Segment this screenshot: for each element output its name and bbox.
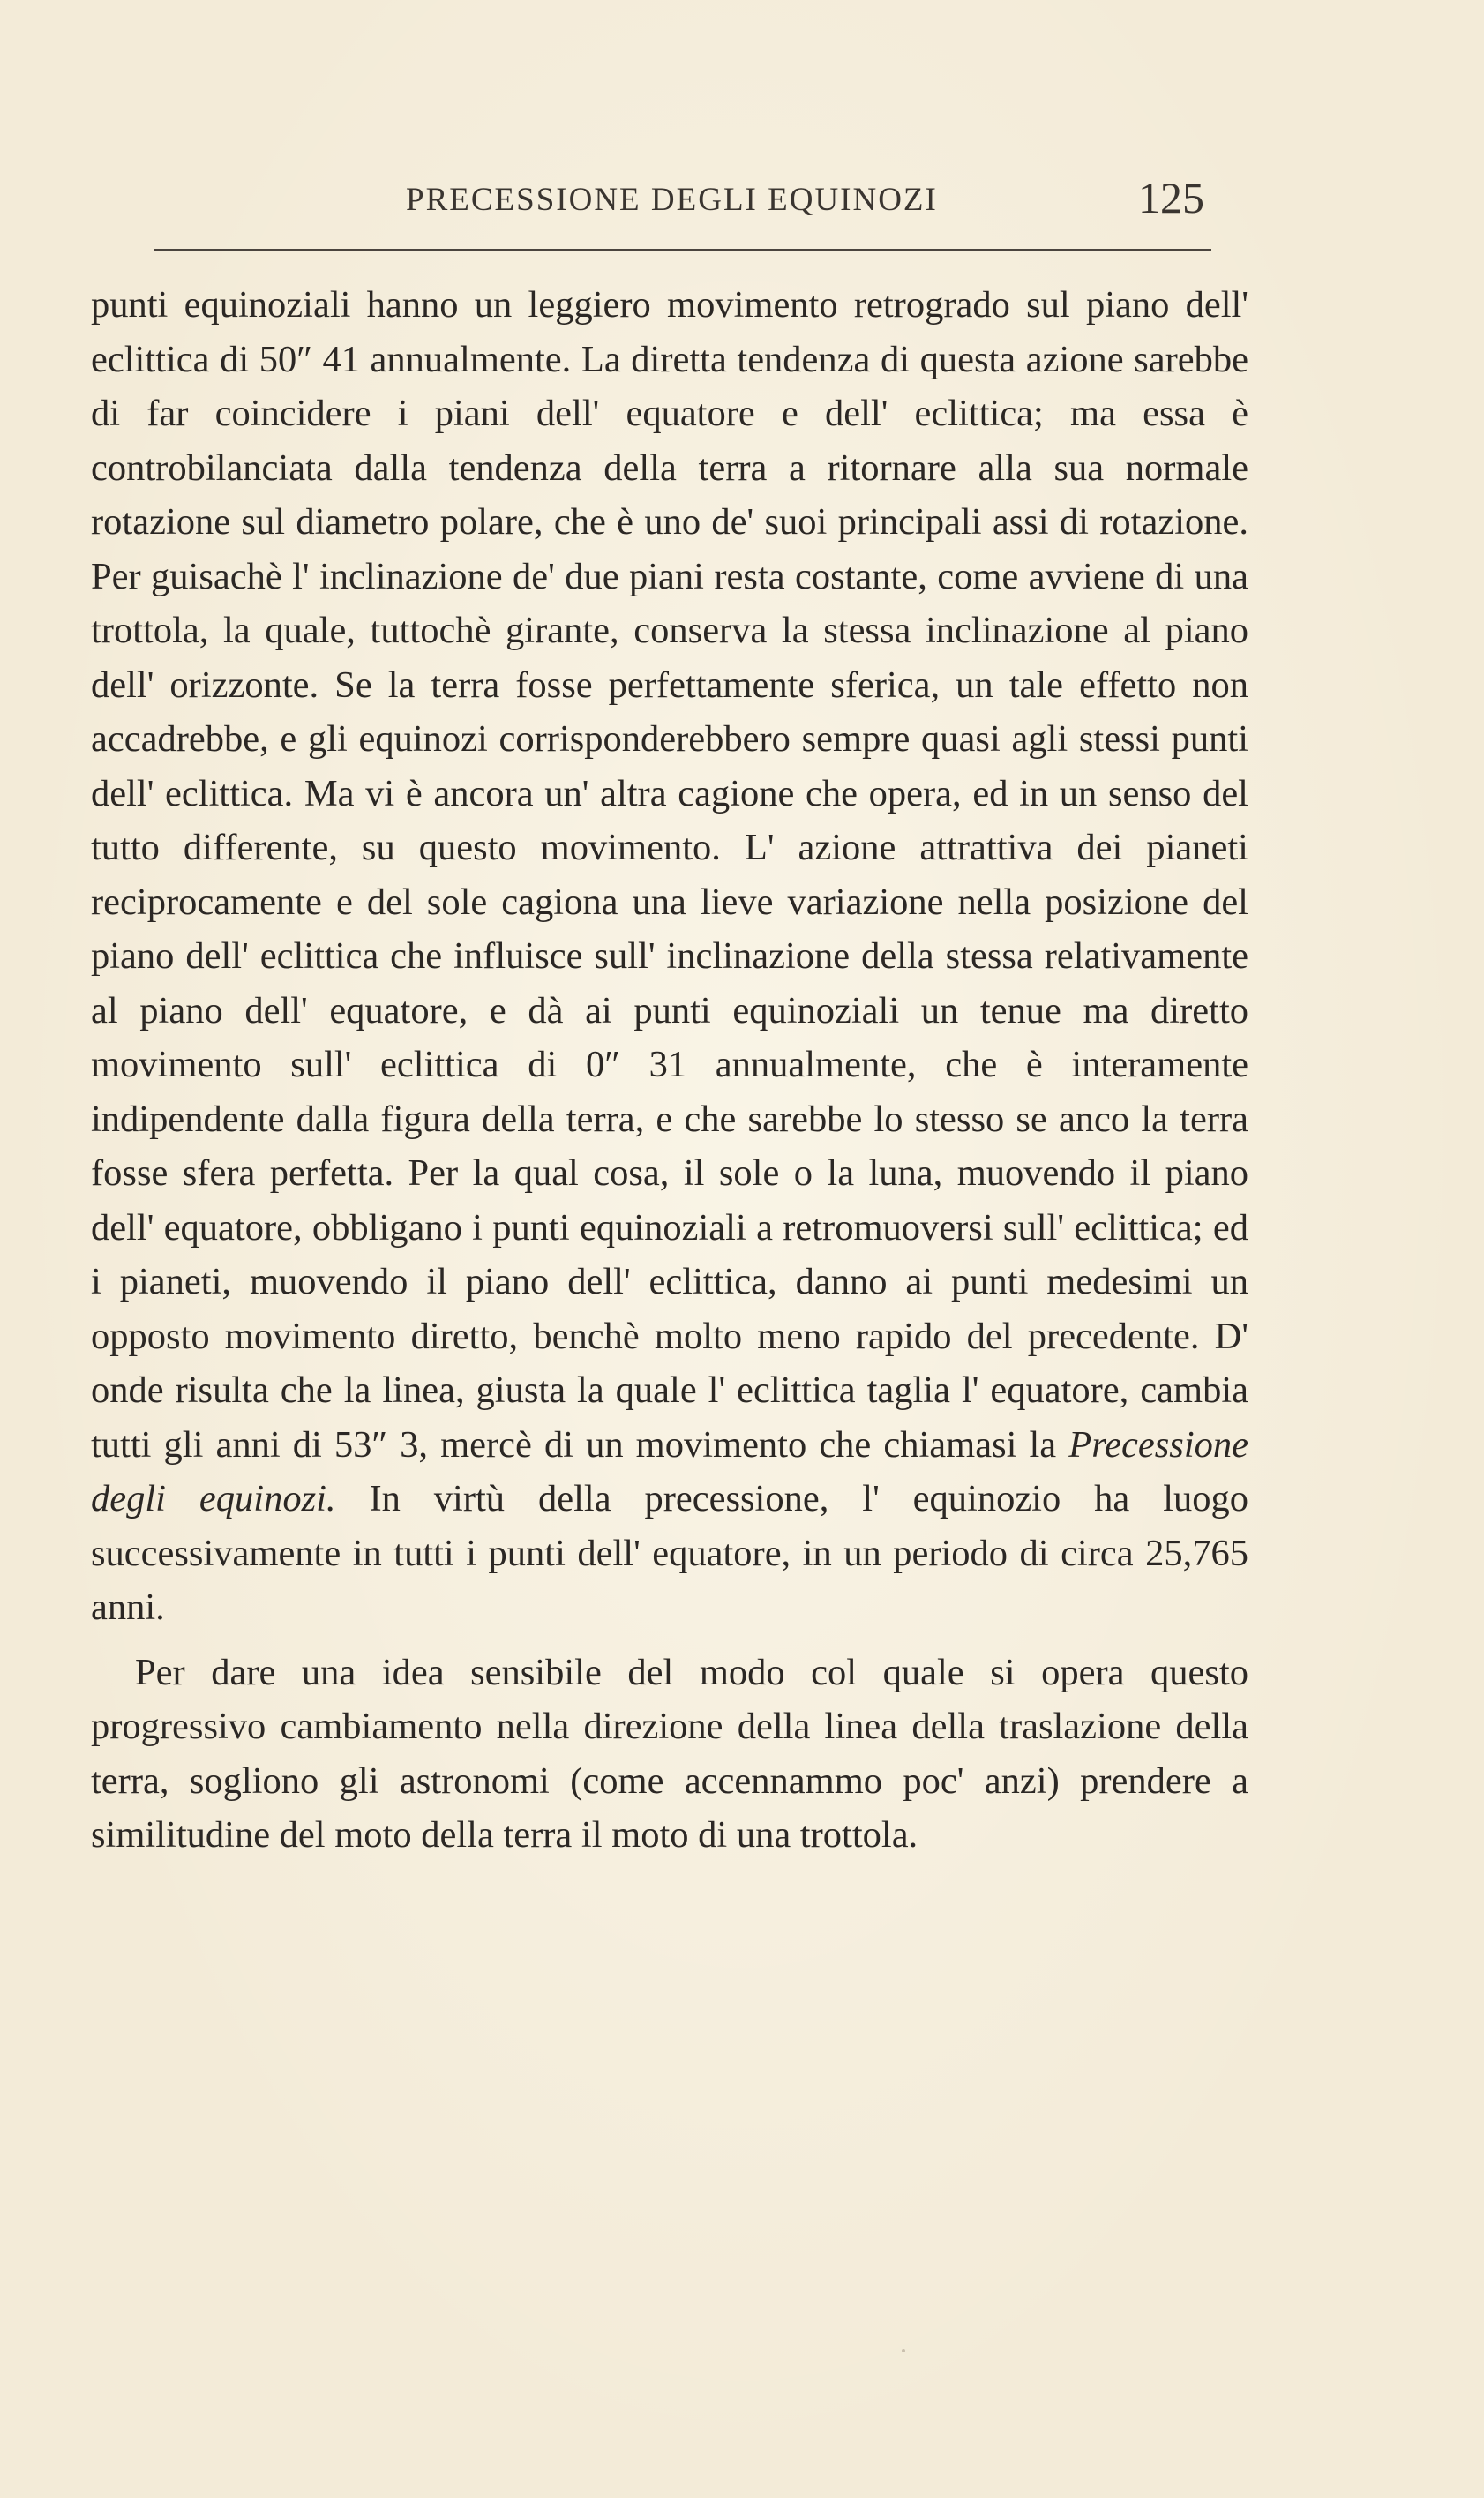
paragraph-2: Per dare una idea sensibile del modo col quale si opera questo progressivo cambiamento nella direzione della linea della traslazione della terra, sogliono gli astronomi (come accennammo poc' anzi) prendere a similitudine del moto della terra il moto di una trottola. (91, 1651, 1248, 1856)
page-number: 125 (1138, 173, 1204, 222)
paper-speck (902, 2349, 905, 2352)
body-text (91, 278, 1248, 1863)
paragraph-1 (91, 278, 1248, 1635)
header-rule (154, 249, 1211, 251)
paragraph-1-italic-term: Precessione degli equinozi. (91, 1423, 1249, 1519)
paragraph-1-text-a: punti equinoziali hanno un leggiero movimento retrogrado sul piano dell' eclittica di 50″ 41 annualmente. La diretta tendenza di questa azione sarebbe di far coincidere i piani dell' equatore e dell' eclittica; ma essa è controbilanciata dalla tendenza della terra a ritornare alla sua normale rotazione sul diametro polare, che è uno de' suoi principali assi di rotazione. Per guisachè l' inclinazione de' due piani resta costante, come avviene di una trottola, la quale, tuttochè girante, conserva la stessa inclinazione al piano dell' orizzonte. Se la terra fosse perfettamente sferica, un tale effetto non accadrebbe, e gli equinozi corrisponderebbero sempre quasi agli stessi punti dell' eclittica. Ma vi è ancora un' altra cagione che opera, ed in un senso del tutto differente, su questo movimento. L' azione attrattiva dei pianeti reciprocamente e del sole cagiona una lieve variazione nella posizione del piano dell' eclittica che influisce sull' inclinazione della stessa relativamente al piano dell' equatore, e dà ai punti equinoziali un tenue ma diretto movimento sull' eclittica di 0″ 31 annualmente, che è interamente indipendente dalla figura della terra, e che sarebbe lo stesso se anco la terra fosse sfera perfetta. Per la qual cosa, il sole o la luna, muovendo il piano dell' equatore, obbligano i punti equinoziali a retromuoversi sull' eclittica; ed i pianeti, muovendo il piano dell' eclittica, danno ai punti medesimi un opposto movimento diretto, benchè molto meno rapido del precedente. D' onde risulta che la linea, giusta la quale l' eclittica taglia l' equatore, cambia tutti gli anni di 53″ 3, mercè di un movimento che chiamasi la (91, 284, 1248, 1466)
running-head (154, 172, 1209, 234)
running-title: PRECESSIONE DEGLI EQUINOZI (406, 182, 938, 218)
paragraph-1-text-b: In virtù della precessione, l' equinozio ha luogo successivamente in tutti i punti dell' equatore, in un periodo di circa 25,765 anni. (91, 1478, 1248, 1628)
